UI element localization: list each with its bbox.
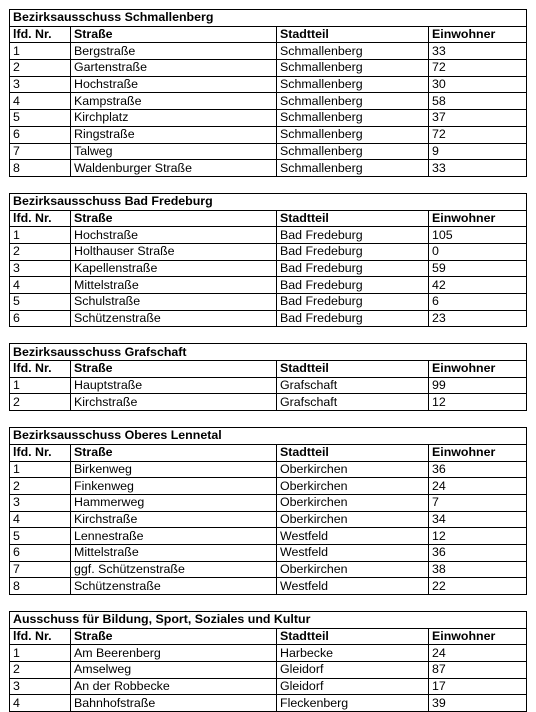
table-row (10, 227, 527, 244)
cell-nr: 7 (10, 143, 71, 160)
section-title: Bezirksausschuss Schmallenberg (10, 10, 527, 27)
header-nr: lfd. Nr. (10, 26, 71, 43)
table-row (10, 160, 527, 177)
cell-stadtteil: Gleidorf (277, 678, 429, 695)
header-strasse: Straße (71, 444, 277, 461)
cell-strasse: Schützenstraße (71, 578, 277, 595)
cell-strasse: Lennestraße (71, 528, 277, 545)
cell-stadtteil: Oberkirchen (277, 478, 429, 495)
table-row (10, 494, 527, 511)
cell-stadtteil: Bad Fredeburg (277, 294, 429, 311)
cell-einwohner: 39 (429, 695, 527, 712)
cell-einwohner: 30 (429, 76, 527, 93)
cell-nr: 3 (10, 76, 71, 93)
header-row (10, 26, 527, 43)
cell-einwohner: 22 (429, 578, 527, 595)
section-spacer (9, 177, 526, 193)
section-table-oberes-lennetal (9, 427, 527, 595)
table-row (10, 678, 527, 695)
cell-nr: 3 (10, 494, 71, 511)
cell-strasse: Hochstraße (71, 227, 277, 244)
cell-einwohner: 34 (429, 511, 527, 528)
cell-stadtteil: Harbecke (277, 645, 429, 662)
table-row (10, 43, 527, 60)
table-row (10, 394, 527, 411)
cell-strasse: Hauptstraße (71, 377, 277, 394)
section-title-row (10, 10, 527, 27)
cell-strasse: Am Beerenberg (71, 645, 277, 662)
cell-nr: 4 (10, 93, 71, 110)
table-row (10, 662, 527, 679)
header-strasse: Straße (71, 628, 277, 645)
cell-nr: 2 (10, 662, 71, 679)
cell-strasse: Kirchstraße (71, 511, 277, 528)
header-einwohner: Einwohner (429, 628, 527, 645)
cell-stadtteil: Schmallenberg (277, 110, 429, 127)
cell-einwohner: 12 (429, 394, 527, 411)
header-nr: lfd. Nr. (10, 444, 71, 461)
header-einwohner: Einwohner (429, 210, 527, 227)
cell-strasse: Hochstraße (71, 76, 277, 93)
cell-stadtteil: Oberkirchen (277, 561, 429, 578)
cell-strasse: Waldenburger Straße (71, 160, 277, 177)
cell-stadtteil: Schmallenberg (277, 160, 429, 177)
cell-strasse: Kirchstraße (71, 394, 277, 411)
cell-stadtteil: Grafschaft (277, 377, 429, 394)
cell-nr: 4 (10, 277, 71, 294)
section-spacer (9, 595, 526, 611)
header-nr: lfd. Nr. (10, 361, 71, 378)
cell-einwohner: 24 (429, 478, 527, 495)
cell-einwohner: 87 (429, 662, 527, 679)
header-row (10, 361, 527, 378)
cell-nr: 2 (10, 60, 71, 77)
cell-stadtteil: Westfeld (277, 544, 429, 561)
table-row (10, 511, 527, 528)
cell-stadtteil: Westfeld (277, 578, 429, 595)
header-strasse: Straße (71, 26, 277, 43)
cell-nr: 5 (10, 110, 71, 127)
header-stadtteil: Stadtteil (277, 628, 429, 645)
cell-einwohner: 12 (429, 528, 527, 545)
header-nr: lfd. Nr. (10, 628, 71, 645)
cell-strasse: Kampstraße (71, 93, 277, 110)
cell-stadtteil: Gleidorf (277, 662, 429, 679)
cell-nr: 3 (10, 678, 71, 695)
section-title-row (10, 612, 527, 629)
table-row (10, 561, 527, 578)
header-einwohner: Einwohner (429, 26, 527, 43)
cell-einwohner: 72 (429, 126, 527, 143)
cell-nr: 4 (10, 511, 71, 528)
cell-einwohner: 36 (429, 461, 527, 478)
cell-nr: 2 (10, 243, 71, 260)
cell-nr: 3 (10, 260, 71, 277)
cell-nr: 8 (10, 160, 71, 177)
table-row (10, 310, 527, 327)
cell-einwohner: 33 (429, 160, 527, 177)
table-row (10, 243, 527, 260)
table-row (10, 645, 527, 662)
cell-strasse: Gartenstraße (71, 60, 277, 77)
table-row (10, 544, 527, 561)
cell-nr: 5 (10, 294, 71, 311)
cell-nr: 2 (10, 478, 71, 495)
cell-stadtteil: Fleckenberg (277, 695, 429, 712)
cell-nr: 8 (10, 578, 71, 595)
header-einwohner: Einwohner (429, 444, 527, 461)
cell-strasse: Mittelstraße (71, 277, 277, 294)
table-row (10, 478, 527, 495)
table-row (10, 260, 527, 277)
cell-strasse: Amselweg (71, 662, 277, 679)
cell-stadtteil: Schmallenberg (277, 76, 429, 93)
cell-strasse: An der Robbecke (71, 678, 277, 695)
header-stadtteil: Stadtteil (277, 26, 429, 43)
cell-strasse: Schützenstraße (71, 310, 277, 327)
section-title-row (10, 344, 527, 361)
cell-einwohner: 58 (429, 93, 527, 110)
table-row (10, 578, 527, 595)
cell-nr: 6 (10, 126, 71, 143)
section-title-row (10, 193, 527, 210)
header-row (10, 444, 527, 461)
cell-einwohner: 38 (429, 561, 527, 578)
cell-einwohner: 105 (429, 227, 527, 244)
cell-strasse: Bergstraße (71, 43, 277, 60)
cell-stadtteil: Schmallenberg (277, 126, 429, 143)
cell-stadtteil: Oberkirchen (277, 461, 429, 478)
header-row (10, 628, 527, 645)
section-title: Ausschuss für Bildung, Sport, Soziales und Kultur (10, 612, 527, 629)
section-title: Bezirksausschuss Grafschaft (10, 344, 527, 361)
cell-strasse: Finkenweg (71, 478, 277, 495)
cell-stadtteil: Bad Fredeburg (277, 310, 429, 327)
cell-strasse: Hammerweg (71, 494, 277, 511)
cell-nr: 1 (10, 461, 71, 478)
section-table-schmallenberg (9, 9, 527, 177)
cell-nr: 6 (10, 310, 71, 327)
section-title-row (10, 428, 527, 445)
cell-einwohner: 0 (429, 243, 527, 260)
document (9, 9, 526, 712)
cell-nr: 4 (10, 695, 71, 712)
section-table-bildung-sport-soziales-kultur (9, 611, 527, 712)
header-nr: lfd. Nr. (10, 210, 71, 227)
cell-einwohner: 17 (429, 678, 527, 695)
cell-strasse: Bahnhofstraße (71, 695, 277, 712)
header-stadtteil: Stadtteil (277, 444, 429, 461)
table-row (10, 76, 527, 93)
cell-einwohner: 42 (429, 277, 527, 294)
table-row (10, 93, 527, 110)
table-row (10, 695, 527, 712)
table-row (10, 377, 527, 394)
cell-nr: 1 (10, 43, 71, 60)
cell-nr: 7 (10, 561, 71, 578)
cell-stadtteil: Schmallenberg (277, 43, 429, 60)
cell-stadtteil: Oberkirchen (277, 494, 429, 511)
cell-nr: 2 (10, 394, 71, 411)
cell-einwohner: 24 (429, 645, 527, 662)
section-spacer (9, 411, 526, 427)
header-einwohner: Einwohner (429, 361, 527, 378)
header-stadtteil: Stadtteil (277, 210, 429, 227)
table-row (10, 294, 527, 311)
cell-einwohner: 37 (429, 110, 527, 127)
section-title: Bezirksausschuss Oberes Lennetal (10, 428, 527, 445)
cell-stadtteil: Bad Fredeburg (277, 260, 429, 277)
table-row (10, 143, 527, 160)
cell-einwohner: 59 (429, 260, 527, 277)
table-row (10, 110, 527, 127)
table-row (10, 528, 527, 545)
cell-stadtteil: Westfeld (277, 528, 429, 545)
cell-nr: 6 (10, 544, 71, 561)
cell-strasse: Kirchplatz (71, 110, 277, 127)
header-strasse: Straße (71, 361, 277, 378)
cell-stadtteil: Bad Fredeburg (277, 227, 429, 244)
cell-einwohner: 23 (429, 310, 527, 327)
cell-einwohner: 36 (429, 544, 527, 561)
cell-einwohner: 9 (429, 143, 527, 160)
cell-nr: 1 (10, 377, 71, 394)
cell-stadtteil: Schmallenberg (277, 93, 429, 110)
cell-nr: 5 (10, 528, 71, 545)
cell-einwohner: 72 (429, 60, 527, 77)
table-row (10, 277, 527, 294)
cell-strasse: Birkenweg (71, 461, 277, 478)
cell-stadtteil: Grafschaft (277, 394, 429, 411)
header-row (10, 210, 527, 227)
cell-stadtteil: Schmallenberg (277, 60, 429, 77)
section-spacer (9, 327, 526, 343)
cell-stadtteil: Bad Fredeburg (277, 243, 429, 260)
cell-strasse: Holthauser Straße (71, 243, 277, 260)
table-row (10, 126, 527, 143)
cell-strasse: ggf. Schützenstraße (71, 561, 277, 578)
cell-nr: 1 (10, 645, 71, 662)
cell-einwohner: 6 (429, 294, 527, 311)
section-title: Bezirksausschuss Bad Fredeburg (10, 193, 527, 210)
cell-einwohner: 7 (429, 494, 527, 511)
header-stadtteil: Stadtteil (277, 361, 429, 378)
cell-einwohner: 99 (429, 377, 527, 394)
cell-stadtteil: Oberkirchen (277, 511, 429, 528)
table-row (10, 60, 527, 77)
cell-strasse: Mittelstraße (71, 544, 277, 561)
cell-stadtteil: Schmallenberg (277, 143, 429, 160)
section-table-grafschaft (9, 343, 527, 411)
header-strasse: Straße (71, 210, 277, 227)
cell-nr: 1 (10, 227, 71, 244)
table-row (10, 461, 527, 478)
cell-einwohner: 33 (429, 43, 527, 60)
cell-stadtteil: Bad Fredeburg (277, 277, 429, 294)
cell-strasse: Kapellenstraße (71, 260, 277, 277)
cell-strasse: Ringstraße (71, 126, 277, 143)
cell-strasse: Schulstraße (71, 294, 277, 311)
cell-strasse: Talweg (71, 143, 277, 160)
section-table-bad-fredeburg (9, 193, 527, 328)
